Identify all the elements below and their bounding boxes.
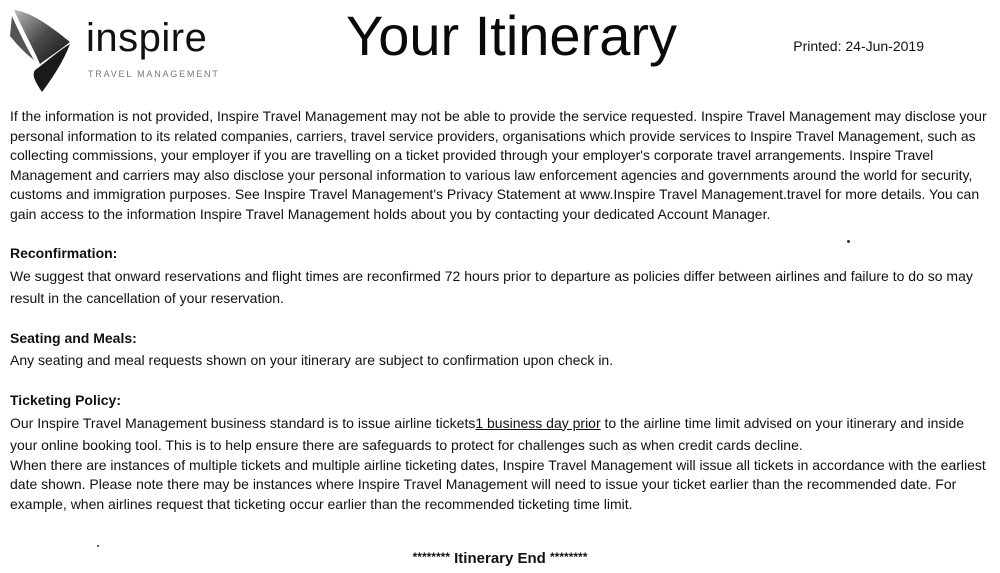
brand-name: inspire	[86, 16, 208, 60]
ticketing-paragraph	[10, 412, 992, 456]
scan-speck	[97, 545, 99, 547]
ticketing-underlined-text: 1 business day prior	[475, 414, 601, 431]
scan-speck	[847, 240, 850, 243]
itinerary-content	[10, 107, 992, 514]
stars-right: ********	[550, 550, 588, 564]
stars-left: ********	[412, 550, 450, 564]
brand-tagline: TRAVEL MANAGEMENT	[88, 69, 220, 79]
itinerary-end-label: Itinerary End	[454, 550, 546, 567]
inspire-logo-icon	[8, 6, 78, 96]
ticketing-text-before: Our Inspire Travel Management business standard is to issue airline tickets	[10, 414, 476, 431]
ticketing-text-after: to the airline time limit advised on your itinerary and inside your online booking tool. This is to help ensure there are safeguards to protect for challenges such as when credit cards decline.	[10, 414, 965, 453]
printed-date: Printed: 24-Jun-2019	[793, 38, 924, 54]
page-title: Your Itinerary	[346, 4, 677, 67]
ticketing-paragraph-second: When there are instances of multiple tickets and multiple airline ticketing dates, Inspire Travel Management will issue all tickets in accordance with the earliest date shown. Please note there may be instances where Inspire Travel Management will need to issue your ticket earlier than the recommended date. For example, when airlines request that ticketing occur earlier than the recommended ticketing time limit.	[10, 456, 986, 512]
seating-paragraph: Any seating and meal requests shown on your itinerary are subject to confirmation upon check in.	[10, 352, 614, 368]
seating-heading: Seating and Meals:	[10, 329, 137, 346]
ticketing-heading: Ticketing Policy:	[10, 392, 121, 408]
reconfirmation-heading: Reconfirmation:	[10, 245, 118, 261]
privacy-paragraph: If the information is not provided, Inspire Travel Management may not be able to provide the service requested. Inspire Travel Management may disclose your personal information to its related companies, carriers, travel service providers, organisations which provide services to Inspire Travel Management, such as collecting commissions, your employer if you are travelling on a ticket provided through your employer's corporate travel arrangements. Inspire Travel Management and carriers may also disclose your personal information to various law enforcement agencies and governments around the world for security, customs and immigration purposes. See Inspire Travel Management's Privacy Statement at www.Inspire Travel Management.travel for more details. You can gain access to the information Inspire Travel Management holds about you by contacting your dedicated Account Manager.	[10, 108, 987, 222]
reconfirmation-paragraph: We suggest that onward reservations and flight times are reconfirmed 72 hours prior to departure as policies differ between airlines and failure to do so may result in the cancellation of your reservation.	[10, 267, 973, 306]
itinerary-end-marker	[0, 550, 1000, 567]
